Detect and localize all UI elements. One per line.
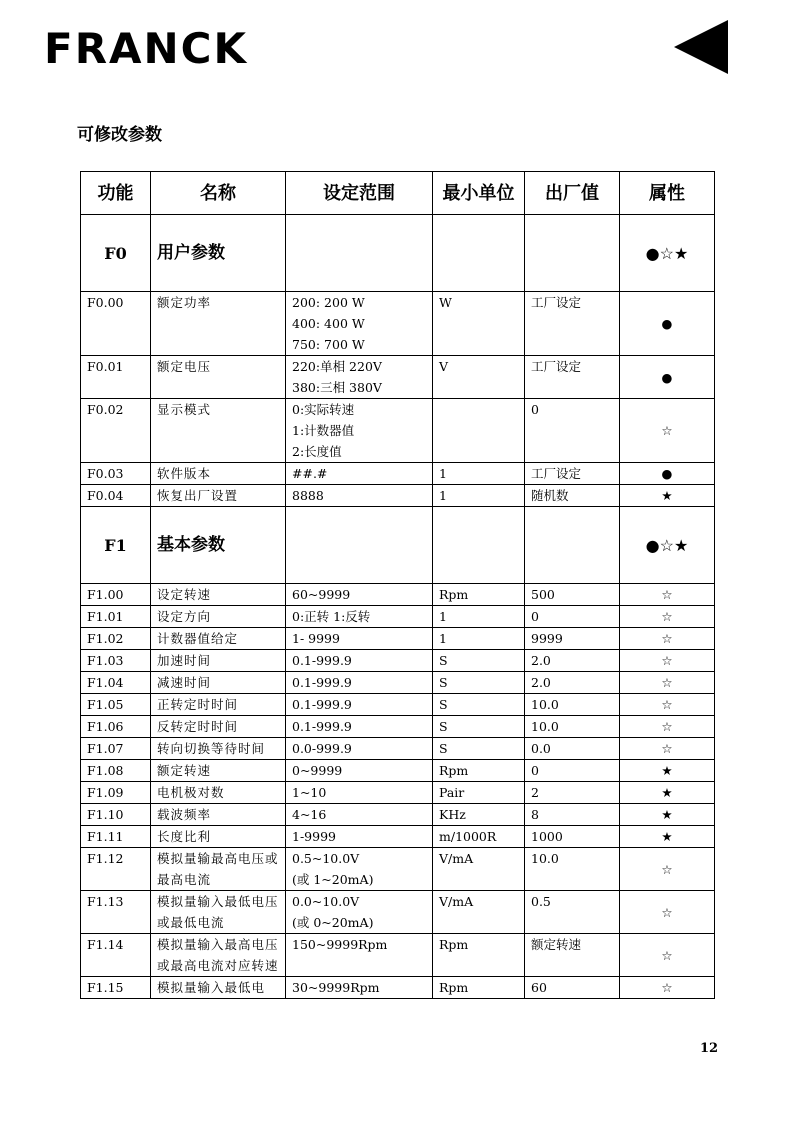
param-name: 长度比利 <box>151 826 286 848</box>
param-attribute: ☆ <box>620 848 715 891</box>
header-attribute: 属性 <box>620 172 715 215</box>
param-name: 显示模式 <box>151 399 286 463</box>
header-min-unit: 最小单位 <box>433 172 525 215</box>
param-name: 反转定时时间 <box>151 716 286 738</box>
param-unit: 1 <box>433 463 525 485</box>
table-row <box>81 891 715 934</box>
param-default: 0.5 <box>525 891 620 934</box>
param-range <box>286 463 433 485</box>
table-row <box>81 399 715 463</box>
param-default: 9999 <box>525 628 620 650</box>
param-range <box>286 891 433 934</box>
group-default-empty <box>525 215 620 292</box>
param-unit: KHz <box>433 804 525 826</box>
param-name: 模拟量输入最低电压或最低电流 <box>151 891 286 934</box>
param-name: 载波频率 <box>151 804 286 826</box>
header-function: 功能 <box>81 172 151 215</box>
param-range-line: 150~9999Rpm <box>292 937 388 952</box>
param-range-line: 0.1-999.9 <box>292 697 352 712</box>
param-unit: Rpm <box>433 584 525 606</box>
param-range <box>286 356 433 399</box>
table-row <box>81 650 715 672</box>
param-attribute: ☆ <box>620 934 715 977</box>
param-name: 设定转速 <box>151 584 286 606</box>
back-triangle-icon[interactable] <box>674 20 728 74</box>
param-code: F1.06 <box>81 716 151 738</box>
param-range <box>286 760 433 782</box>
param-attribute: ☆ <box>620 977 715 999</box>
param-range-line: 8888 <box>292 488 324 503</box>
table-row <box>81 826 715 848</box>
param-unit: Rpm <box>433 934 525 977</box>
param-code: F1.13 <box>81 891 151 934</box>
param-range-line: 0~9999 <box>292 763 343 778</box>
param-range-line: 1-9999 <box>292 829 336 844</box>
param-range <box>286 485 433 507</box>
param-attribute: ☆ <box>620 606 715 628</box>
param-range <box>286 694 433 716</box>
param-default: 工厂设定 <box>525 463 620 485</box>
param-code: F1.07 <box>81 738 151 760</box>
param-range <box>286 934 433 977</box>
param-range-line: 1- 9999 <box>292 631 340 646</box>
group-code: F1 <box>81 507 151 584</box>
table-row <box>81 977 715 999</box>
param-code: F1.12 <box>81 848 151 891</box>
header-default: 出厂值 <box>525 172 620 215</box>
param-code: F0.02 <box>81 399 151 463</box>
param-attribute: ☆ <box>620 716 715 738</box>
param-default: 2 <box>525 782 620 804</box>
param-default: 10.0 <box>525 716 620 738</box>
param-range-line: 2:长度值 <box>292 444 342 459</box>
param-code: F1.04 <box>81 672 151 694</box>
param-range <box>286 399 433 463</box>
param-unit: Rpm <box>433 760 525 782</box>
param-unit: S <box>433 716 525 738</box>
param-code: F1.05 <box>81 694 151 716</box>
param-name: 软件版本 <box>151 463 286 485</box>
param-range-line: 0.1-999.9 <box>292 719 352 734</box>
param-code: F1.10 <box>81 804 151 826</box>
param-default: 60 <box>525 977 620 999</box>
param-range-line: 1~10 <box>292 785 327 800</box>
param-unit: W <box>433 292 525 356</box>
param-name: 计数器值给定 <box>151 628 286 650</box>
param-attribute: ☆ <box>620 891 715 934</box>
param-attribute: ☆ <box>620 399 715 463</box>
param-range <box>286 782 433 804</box>
param-unit: 1 <box>433 628 525 650</box>
table-row <box>81 804 715 826</box>
param-range-line: 0.5~10.0V <box>292 851 360 866</box>
param-unit: 1 <box>433 606 525 628</box>
table-row <box>81 606 715 628</box>
param-range-line: 220:单相 220V <box>292 359 382 374</box>
section-title: 可修改参数 <box>77 125 162 145</box>
param-code: F1.09 <box>81 782 151 804</box>
param-name: 电机极对数 <box>151 782 286 804</box>
group-code: F0 <box>81 215 151 292</box>
table-row <box>81 760 715 782</box>
param-default: 500 <box>525 584 620 606</box>
param-name: 模拟量输最高电压或最高电流 <box>151 848 286 891</box>
param-name: 正转定时时间 <box>151 694 286 716</box>
param-default: 0 <box>525 399 620 463</box>
param-range-line: 400: 400 W <box>292 316 365 331</box>
param-unit: S <box>433 694 525 716</box>
param-code: F1.14 <box>81 934 151 977</box>
param-range <box>286 650 433 672</box>
param-code: F0.03 <box>81 463 151 485</box>
group-unit-empty <box>433 215 525 292</box>
param-default: 2.0 <box>525 672 620 694</box>
param-unit: Rpm <box>433 977 525 999</box>
param-default: 8 <box>525 804 620 826</box>
table-row <box>81 738 715 760</box>
param-default: 10.0 <box>525 848 620 891</box>
group-attribute: ●☆★ <box>620 507 715 584</box>
param-attribute: ★ <box>620 804 715 826</box>
param-code: F1.02 <box>81 628 151 650</box>
param-range <box>286 716 433 738</box>
param-range-line: 0.0-999.9 <box>292 741 352 756</box>
param-default: 0 <box>525 606 620 628</box>
header-name: 名称 <box>151 172 286 215</box>
group-range-empty <box>286 215 433 292</box>
param-default: 10.0 <box>525 694 620 716</box>
page-number: 12 <box>700 1041 719 1056</box>
group-name: 基本参数 <box>151 507 286 584</box>
param-range-line: ##.# <box>292 466 328 481</box>
param-unit: Pair <box>433 782 525 804</box>
table-row <box>81 584 715 606</box>
table-row <box>81 356 715 399</box>
param-range <box>286 292 433 356</box>
table-row <box>81 782 715 804</box>
param-default: 随机数 <box>525 485 620 507</box>
param-attribute: ☆ <box>620 738 715 760</box>
param-range <box>286 804 433 826</box>
param-attribute: ★ <box>620 826 715 848</box>
param-unit: V <box>433 356 525 399</box>
param-range <box>286 977 433 999</box>
table-row <box>81 672 715 694</box>
group-name: 用户参数 <box>151 215 286 292</box>
param-range-line: 200: 200 W <box>292 295 365 310</box>
group-range-empty <box>286 507 433 584</box>
param-name: 恢复出厂设置 <box>151 485 286 507</box>
table-row <box>81 716 715 738</box>
param-code: F1.00 <box>81 584 151 606</box>
param-code: F1.11 <box>81 826 151 848</box>
param-range <box>286 606 433 628</box>
table-header-row <box>81 172 715 215</box>
param-default: 0 <box>525 760 620 782</box>
param-range <box>286 826 433 848</box>
franck-logo: FRANCK <box>44 24 249 73</box>
parameter-table <box>80 171 715 999</box>
param-code: F1.03 <box>81 650 151 672</box>
param-attribute: ★ <box>620 782 715 804</box>
param-range-line: 30~9999Rpm <box>292 980 380 995</box>
table-row <box>81 628 715 650</box>
param-code: F1.08 <box>81 760 151 782</box>
param-attribute: ★ <box>620 760 715 782</box>
param-default: 1000 <box>525 826 620 848</box>
param-name: 额定转速 <box>151 760 286 782</box>
param-name: 模拟量输入最高电压或最高电流对应转速 <box>151 934 286 977</box>
param-name: 减速时间 <box>151 672 286 694</box>
param-unit: V/mA <box>433 848 525 891</box>
param-attribute: ☆ <box>620 650 715 672</box>
param-range <box>286 672 433 694</box>
param-name: 加速时间 <box>151 650 286 672</box>
header-range: 设定范围 <box>286 172 433 215</box>
param-range <box>286 738 433 760</box>
group-default-empty <box>525 507 620 584</box>
param-default: 额定转速 <box>525 934 620 977</box>
param-range-line: 0.1-999.9 <box>292 653 352 668</box>
param-range-line: 4~16 <box>292 807 327 822</box>
param-code: F1.01 <box>81 606 151 628</box>
group-row <box>81 507 715 584</box>
param-attribute: ● <box>620 292 715 356</box>
param-code: F0.01 <box>81 356 151 399</box>
param-range <box>286 584 433 606</box>
param-code: F1.15 <box>81 977 151 999</box>
param-attribute: ☆ <box>620 628 715 650</box>
param-name: 模拟量输入最低电 <box>151 977 286 999</box>
group-unit-empty <box>433 507 525 584</box>
group-row <box>81 215 715 292</box>
param-unit: S <box>433 672 525 694</box>
param-range-line: 750: 700 W <box>292 337 365 352</box>
param-code: F0.04 <box>81 485 151 507</box>
table-row <box>81 463 715 485</box>
group-attribute: ●☆★ <box>620 215 715 292</box>
param-unit: m/1000R <box>433 826 525 848</box>
param-range-line: 0:正转 1:反转 <box>292 609 371 624</box>
param-name: 设定方向 <box>151 606 286 628</box>
param-default: 0.0 <box>525 738 620 760</box>
table-row <box>81 292 715 356</box>
param-code: F0.00 <box>81 292 151 356</box>
param-name: 额定电压 <box>151 356 286 399</box>
table-row <box>81 934 715 977</box>
param-attribute: ● <box>620 463 715 485</box>
param-range-line: 0.0~10.0V <box>292 894 360 909</box>
param-range-line: 1:计数器值 <box>292 423 355 438</box>
param-default: 2.0 <box>525 650 620 672</box>
param-range <box>286 628 433 650</box>
param-attribute: ☆ <box>620 584 715 606</box>
param-unit: V/mA <box>433 891 525 934</box>
param-unit: S <box>433 738 525 760</box>
param-range-line: 380:三相 380V <box>292 380 382 395</box>
param-name: 额定功率 <box>151 292 286 356</box>
param-attribute: ● <box>620 356 715 399</box>
param-range <box>286 848 433 891</box>
param-attribute: ☆ <box>620 672 715 694</box>
param-unit <box>433 399 525 463</box>
param-attribute: ★ <box>620 485 715 507</box>
param-range-line: 0:实际转速 <box>292 402 355 417</box>
param-default: 工厂设定 <box>525 356 620 399</box>
param-name: 转向切换等待时间 <box>151 738 286 760</box>
table-row <box>81 848 715 891</box>
param-range-line: 0.1-999.9 <box>292 675 352 690</box>
param-default: 工厂设定 <box>525 292 620 356</box>
table-row <box>81 485 715 507</box>
param-range-line: (或 0~20mA) <box>292 915 374 930</box>
param-unit: 1 <box>433 485 525 507</box>
param-unit: S <box>433 650 525 672</box>
param-range-line: 60~9999 <box>292 587 351 602</box>
table-row <box>81 694 715 716</box>
param-range-line: (或 1~20mA) <box>292 872 374 887</box>
param-attribute: ☆ <box>620 694 715 716</box>
